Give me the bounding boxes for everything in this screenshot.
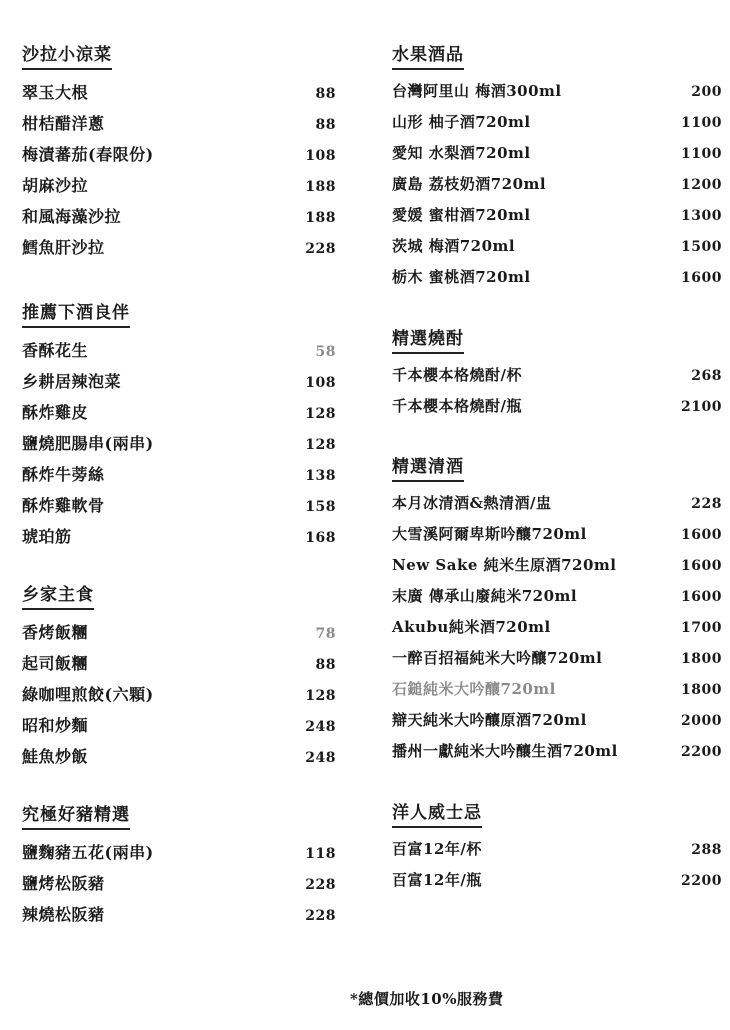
item-price: 248 [305, 750, 336, 766]
right-column [392, 40, 722, 900]
item-name: 播州一獻純米大吟釀生酒720ml [392, 742, 618, 760]
menu-item [392, 678, 722, 709]
item-price: 228 [305, 908, 336, 924]
item-price: 228 [305, 877, 336, 893]
item-name: 末廣 傳承山廢純米720ml [392, 587, 578, 605]
item-name: 本月冰清酒&熱清酒/盅 [392, 494, 552, 512]
item-name: 鹽麴豬五花(兩串) [22, 843, 154, 862]
item-price: 88 [315, 657, 336, 673]
menu-item [392, 523, 722, 554]
menu-section-whisky [392, 798, 722, 900]
item-name: 台灣阿里山 梅酒300ml [392, 82, 562, 100]
menu-item [392, 395, 722, 426]
item-price: 108 [305, 148, 336, 164]
item-price: 1600 [681, 527, 722, 543]
item-name: 栃木 蜜桃酒720ml [392, 268, 531, 286]
item-price: 118 [305, 846, 336, 862]
item-name: 綠咖哩煎餃(六顆) [22, 685, 154, 704]
menu-item [392, 616, 722, 647]
item-price: 158 [305, 499, 336, 515]
item-name: 石鎚純米大吟釀720ml [392, 680, 556, 698]
item-price: 228 [305, 241, 336, 257]
menu-item [392, 554, 722, 585]
section-title: 水果酒品 [392, 40, 464, 70]
menu-item [22, 493, 342, 524]
menu-item [392, 647, 722, 678]
menu-section-fruit-liquor [392, 40, 722, 324]
menu-item [22, 524, 342, 555]
item-price: 228 [691, 496, 722, 512]
item-price: 88 [315, 117, 336, 133]
item-price: 288 [691, 842, 722, 858]
item-price: 108 [305, 375, 336, 391]
item-price: 78 [315, 626, 336, 642]
item-name: 起司飯糰 [22, 654, 89, 673]
menu-item [22, 142, 342, 173]
menu-item [22, 338, 342, 369]
item-price: 1700 [681, 620, 722, 636]
item-price: 58 [315, 344, 336, 360]
item-name: 香酥花生 [22, 341, 89, 360]
item-price: 1500 [681, 239, 722, 255]
menu-item [22, 235, 342, 266]
item-price: 188 [305, 179, 336, 195]
item-name: 千本櫻本格燒酎/杯 [392, 366, 522, 384]
item-price: 1200 [681, 177, 722, 193]
item-name: 廣島 荔枝奶酒720ml [392, 175, 547, 193]
item-price: 2000 [681, 713, 722, 729]
menu-item [392, 492, 722, 523]
menu-section-pork [22, 800, 342, 933]
menu-item [22, 713, 342, 744]
item-price: 1100 [681, 146, 722, 162]
left-column [22, 40, 342, 933]
item-name: 百富12年/瓶 [392, 871, 482, 889]
section-title: 推薦下酒良伴 [22, 298, 130, 328]
item-price: 1600 [681, 589, 722, 605]
item-price: 1300 [681, 208, 722, 224]
item-name: 柑桔醋洋蔥 [22, 114, 105, 133]
menu-item [392, 266, 722, 297]
menu-item [392, 111, 722, 142]
item-name: 胡麻沙拉 [22, 176, 89, 195]
menu-item [392, 364, 722, 395]
section-title: 精選清酒 [392, 452, 464, 482]
item-name: 千本櫻本格燒酎/瓶 [392, 397, 522, 415]
section-title: 究極好豬精選 [22, 800, 130, 830]
item-name: 梅漬蕃茄(春限份) [22, 145, 154, 164]
menu-section-mains [22, 580, 342, 800]
item-name: New Sake 純米生原酒720ml [392, 556, 617, 574]
item-name: 酥炸雞皮 [22, 403, 89, 422]
menu-section-shochu [392, 324, 722, 452]
item-price: 188 [305, 210, 336, 226]
item-price: 1800 [681, 651, 722, 667]
section-title: 乡家主食 [22, 580, 94, 610]
item-price: 2100 [681, 399, 722, 415]
item-name: 鮭魚炒飯 [22, 747, 89, 766]
menu-item [22, 369, 342, 400]
item-name: 愛媛 蜜柑酒720ml [392, 206, 531, 224]
item-name: 琥珀筋 [22, 527, 72, 546]
menu-item [22, 80, 342, 111]
item-price: 88 [315, 86, 336, 102]
menu-item [392, 80, 722, 111]
item-price: 128 [305, 688, 336, 704]
menu-item [392, 142, 722, 173]
item-price: 268 [691, 368, 722, 384]
item-price: 248 [305, 719, 336, 735]
menu-item [22, 400, 342, 431]
item-name: 大雪溪阿爾卑斯吟釀720ml [392, 525, 587, 543]
menu-section-snacks [22, 298, 342, 580]
item-name: 乡耕居辣泡菜 [22, 372, 122, 391]
item-name: 辯天純米大吟釀原酒720ml [392, 711, 587, 729]
menu-item [22, 651, 342, 682]
item-name: 一醉百招福純米大吟釀720ml [392, 649, 603, 667]
item-price: 1600 [681, 270, 722, 286]
menu-item [392, 709, 722, 740]
item-name: 鹽燒肥腸串(兩串) [22, 434, 154, 453]
menu-item [22, 111, 342, 142]
menu-item [22, 902, 342, 933]
item-price: 2200 [681, 873, 722, 889]
menu-item [22, 682, 342, 713]
section-title: 沙拉小涼菜 [22, 40, 112, 70]
menu-item [22, 620, 342, 651]
menu-item [22, 204, 342, 235]
menu-item [392, 740, 722, 771]
item-name: 酥炸牛蒡絲 [22, 465, 105, 484]
item-price: 200 [691, 84, 722, 100]
menu-item [392, 585, 722, 616]
menu-item [392, 838, 722, 869]
item-name: 鹽烤松阪豬 [22, 874, 105, 893]
section-title: 洋人威士忌 [392, 798, 482, 828]
item-name: 香烤飯糰 [22, 623, 89, 642]
item-name: 翠玉大根 [22, 83, 89, 102]
item-name: 昭和炒麵 [22, 716, 89, 735]
menu-item [392, 869, 722, 900]
item-price: 138 [305, 468, 336, 484]
item-name: 鱈魚肝沙拉 [22, 238, 105, 257]
menu-item [22, 840, 342, 871]
item-price: 2200 [681, 744, 722, 760]
item-name: 山形 柚子酒720ml [392, 113, 531, 131]
item-price: 128 [305, 437, 336, 453]
menu-item [22, 744, 342, 775]
menu-item [22, 173, 342, 204]
item-name: Akubu純米酒720ml [392, 618, 551, 636]
item-name: 愛知 水梨酒720ml [392, 144, 531, 162]
item-price: 1600 [681, 558, 722, 574]
menu-item [392, 235, 722, 266]
menu-item [22, 871, 342, 902]
menu-item [392, 204, 722, 235]
item-name: 和風海藻沙拉 [22, 207, 122, 226]
menu-item [392, 173, 722, 204]
item-price: 168 [305, 530, 336, 546]
service-charge-note: *總價加收10%服務費 [350, 990, 504, 1008]
item-price: 1100 [681, 115, 722, 131]
item-name: 百富12年/杯 [392, 840, 482, 858]
menu-section-salad [22, 40, 342, 298]
item-price: 1800 [681, 682, 722, 698]
menu-item [22, 431, 342, 462]
menu-item [22, 462, 342, 493]
menu-section-sake [392, 452, 722, 798]
item-name: 辣燒松阪豬 [22, 905, 105, 924]
section-title: 精選燒酎 [392, 324, 464, 354]
item-price: 128 [305, 406, 336, 422]
item-name: 酥炸雞軟骨 [22, 496, 105, 515]
item-name: 茨城 梅酒720ml [392, 237, 516, 255]
